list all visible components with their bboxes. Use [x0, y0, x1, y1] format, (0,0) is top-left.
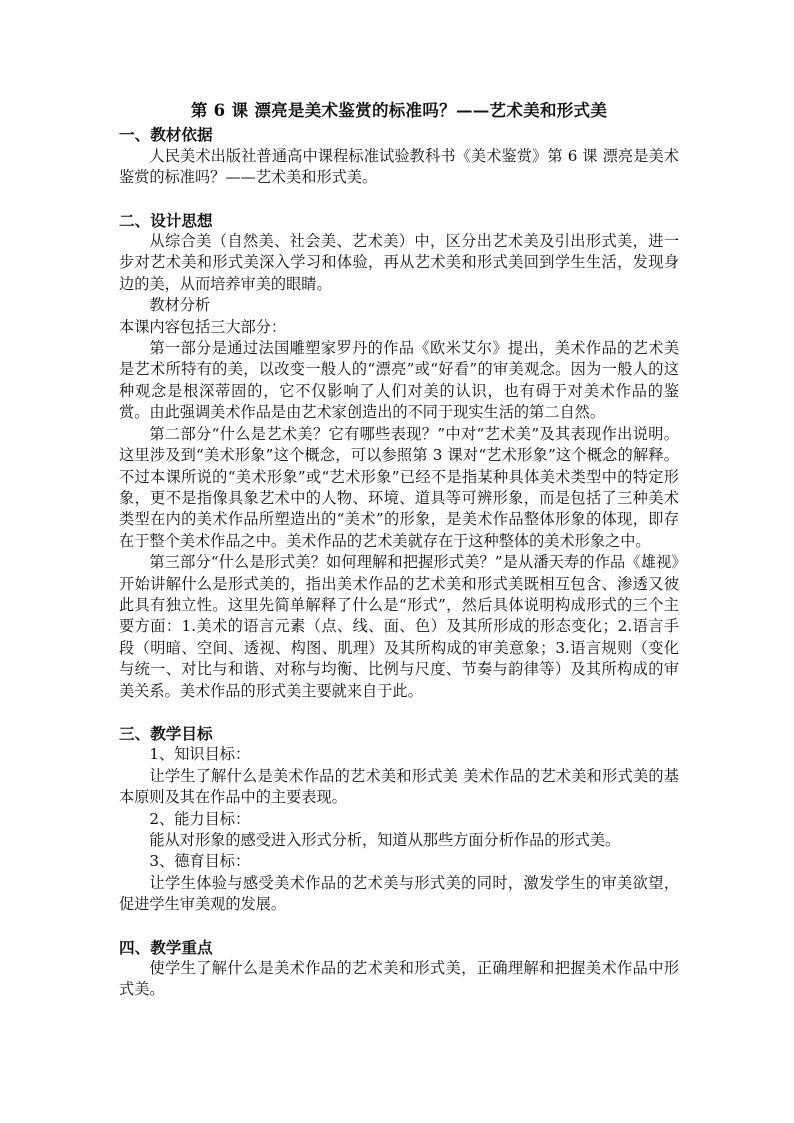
ability-goal-text: 能从对形象的感受进入形式分析，知道从那些方面分析作品的形式美。 [149, 831, 621, 849]
knowledge-goal-label: 1、知识目标： [149, 745, 251, 764]
part-three-paragraph: 第三部分“什么是形式美？如何理解和把握形式美？”是从潘天寿的作品《雄视》开始讲解什么是形式美的，指出美术作品的艺术美和形式美既相互包含、渗透又彼此具有独立性。这里先简单解释了什么是“形式”，然后具体说明构成形式的三个主要方面：1.美术的语言元素（点、线、面、色）及其所形成的形态变化；2.语言手段（明暗、空间、透视、构图、肌理）及其所构成的审美意象；3.语言规则（变化与统一、对比与和谐、对称与均衡、比例与尺度、节奏与韵律等）及其所构成的审美关系。美术作品的形式美主要就来自于此。 [119, 553, 679, 700]
spacer [119, 916, 679, 937]
basis-paragraph: 人民美术出版社普通高中课程标准试验教科书《美术鉴赏》第 6 课 漂亮是美术鉴赏的标准吗？——艺术美和形式美。 [119, 146, 679, 187]
moral-goal-text: 让学生体验与感受美术作品的艺术美与形式美的同时，激发学生的审美欲望，促进学生审美观的发展。 [119, 873, 679, 914]
textbook-analysis-label: 教材分析 [149, 296, 211, 315]
spacer [119, 189, 679, 210]
design-paragraph: 从综合美（自然美、社会美、艺术美）中，区分出艺术美及引出形式美，进一步对艺术美和形式美深入学习和体验，再从艺术美和形式美回到学生生活，发现身边的美，从而培养审美的眼睛。 [119, 232, 679, 293]
ability-goal-label: 2、能力目标： [149, 809, 251, 828]
section-heading-basis: 一、教材依据 [119, 125, 213, 145]
document-page [119, 100, 679, 1001]
spacer [119, 702, 679, 723]
section-heading-key-points: 四、教学重点 [119, 937, 213, 957]
section-heading-design: 二、设计思想 [119, 210, 213, 230]
part-one-paragraph: 第一部分是通过法国雕塑家罗丹的作品《欧米艾尔》提出，美术作品的艺术美是艺术所特有的美，以改变一般人的“漂亮”或“好看”的审美观念。因为一般人的这种观念是根深蒂固的，它不仅影响了人们对美的认识，也有碍于对美术作品的鉴赏。由此强调美术作品是由艺术家创造出的不同于现实生活的第二自然。 [119, 339, 679, 422]
moral-goal-label: 3、德育目标： [149, 852, 251, 871]
key-points-paragraph: 使学生了解什么是美术作品的艺术美和形式美，正确理解和把握美术作品中形式美。 [119, 959, 679, 999]
content-intro-line: 本课内容包括三大部分： [119, 317, 287, 336]
document-title: 第 6 课 漂亮是美术鉴赏的标准吗？——艺术美和形式美 [190, 101, 608, 120]
knowledge-goal-text: 让学生了解什么是美术作品的艺术美和形式美 美术作品的艺术美和形式美的基本原则及其在作品中的主要表现。 [119, 766, 679, 807]
section-heading-objectives: 三、教学目标 [119, 723, 213, 743]
part-two-paragraph: 第二部分“什么是艺术美？它有哪些表现？”中对“艺术美”及其表现作出说明。这里涉及到“美术形象”这个概念，可以参照第 3 课对“艺术形象”这个概念的解释。不过本课所说的“美术形象”或“艺术形象”已经不是指某种具体美术类型中的特定形象，更不是指像具象艺术中的人物、环境、道具等可辨形象，而是包括了三种美术类型在内的美术作品所塑造出的“美术”的形象，是美术作品整体形象的体现，即存在于整个美术作品之中。美术作品的艺术美就存在于这种整体的美术形象之中。 [119, 424, 679, 550]
